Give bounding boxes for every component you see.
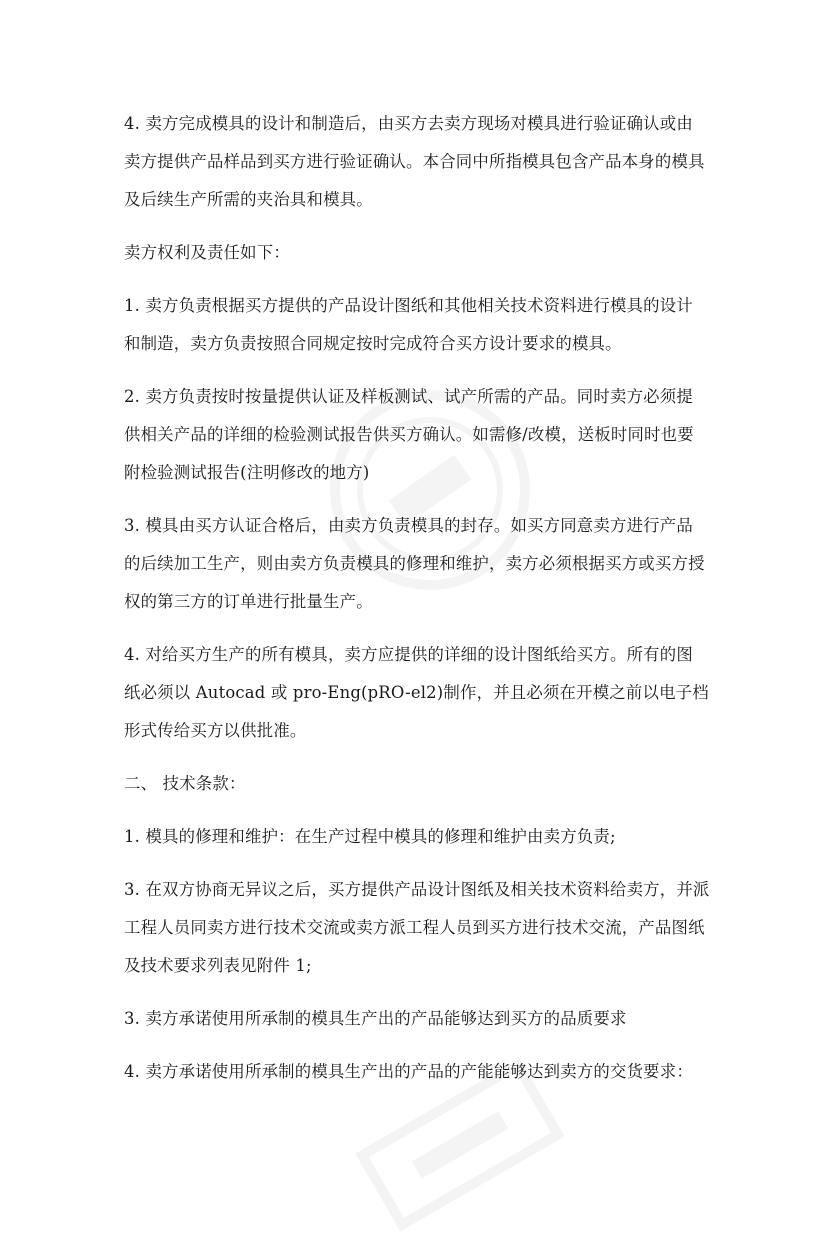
text-line: 1. 卖方负责根据买方提供的产品设计图纸和其他相关技术资料进行模具的设计 <box>124 296 693 315</box>
text-line: 和制造，卖方负责按照合同规定按时完成符合买方设计要求的模具。 <box>124 334 622 353</box>
paragraph-seller-rights-heading <box>124 234 716 272</box>
paragraph-mold-verification <box>124 105 716 219</box>
text-line: 权的第三方的订单进行批量生产。 <box>124 592 373 611</box>
paragraph-tech-item-1 <box>124 818 716 856</box>
text-line: 2. 卖方负责按时按量提供认证及样板测试、试产所需的产品。同时卖方必须提 <box>124 387 693 406</box>
paragraph-tech-item-3b <box>124 1000 716 1038</box>
text-line: 3. 模具由买方认证合格后，由卖方负责模具的封存。如买方同意卖方进行产品 <box>124 516 693 535</box>
text-line: 附检验测试报告(注明修改的地方) <box>124 463 370 482</box>
paragraph-tech-item-3a <box>124 871 716 985</box>
paragraph-seller-item-2 <box>124 378 716 492</box>
text-line: 4. 卖方完成模具的设计和制造后，由买方去卖方现场对模具进行验证确认或由 <box>124 114 693 133</box>
text-line: 1. 模具的修理和维护：在生产过程中模具的修理和维护由卖方负责; <box>124 827 616 846</box>
paragraph-seller-item-4 <box>124 636 716 750</box>
text-line: 4. 对给买方生产的所有模具，卖方应提供的详细的设计图纸给买方。所有的图 <box>124 645 693 664</box>
text-line: 的后续加工生产，则由卖方负责模具的修理和维护，卖方必须根据买方或买方授 <box>124 554 705 573</box>
text-line: 形式传给买方以供批准。 <box>124 721 307 740</box>
text-line: 3. 在双方协商无异议之后，买方提供产品设计图纸及相关技术资料给卖方，并派 <box>124 880 710 899</box>
text-line: 供相关产品的详细的检验测试报告供买方确认。如需修/改模，送板时同时也要 <box>124 425 694 444</box>
section-heading: 二、 技术条款： <box>124 774 246 793</box>
paragraph-seller-item-3 <box>124 507 716 621</box>
text-line: 及后续生产所需的夹治具和模具。 <box>124 190 373 209</box>
section-heading: 卖方权利及责任如下： <box>124 243 290 262</box>
text-line: 3. 卖方承诺使用所承制的模具生产出的产品能够达到买方的品质要求 <box>124 1009 627 1028</box>
text-line: 卖方提供产品样品到买方进行验证确认。本合同中所指模具包含产品本身的模具 <box>124 152 705 171</box>
text-line: 4. 卖方承诺使用所承制的模具生产出的产品的产能能够达到卖方的交货要求： <box>124 1062 693 1081</box>
paragraph-tech-item-4 <box>124 1053 716 1091</box>
document-body <box>124 105 716 1106</box>
text-line: 纸必须以 Autocad 或 pro-Eng(pRO-el2)制作，并且必须在开模之前以电子档 <box>124 683 709 702</box>
paragraph-technical-terms-heading <box>124 765 716 803</box>
text-line: 及技术要求列表见附件 1; <box>124 956 312 975</box>
text-line: 工程人员同卖方进行技术交流或卖方派工程人员到买方进行技术交流，产品图纸 <box>124 918 705 937</box>
paragraph-seller-item-1 <box>124 287 716 363</box>
